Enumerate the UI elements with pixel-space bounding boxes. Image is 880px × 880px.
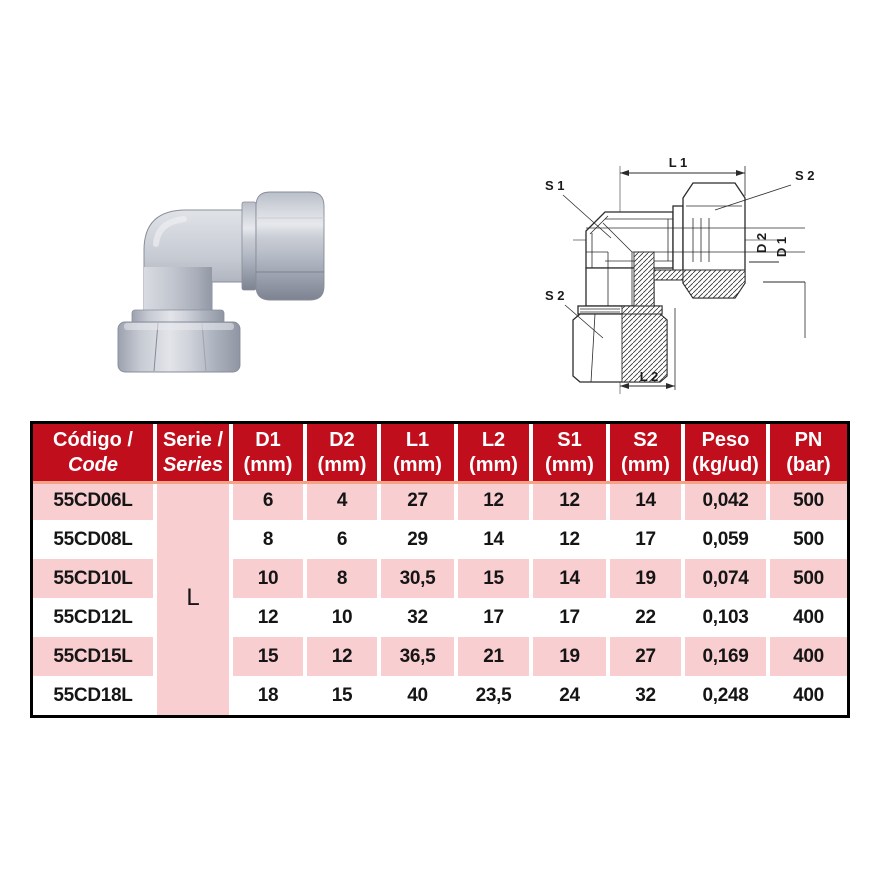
header-line: (mm) [469, 453, 518, 476]
cell-peso: 0,169 [683, 637, 768, 676]
cell-s2: 17 [608, 520, 683, 559]
header-line: Code [68, 453, 118, 476]
header-line: D1 [255, 428, 281, 451]
cell-s1: 12 [531, 481, 608, 520]
cell-l1: 29 [379, 520, 456, 559]
header-line: Serie / [162, 428, 224, 451]
cell-l2: 14 [456, 520, 531, 559]
cell-s2: 14 [608, 481, 683, 520]
header-line: Peso [701, 428, 750, 451]
dimension-label-s1: S 1 [545, 178, 565, 193]
column-header-series [155, 424, 231, 481]
cell-pn: 500 [768, 559, 847, 598]
table-body [33, 481, 847, 715]
cell-pn: 400 [768, 637, 847, 676]
body-left-port [586, 212, 673, 268]
cell-l1: 30,5 [379, 559, 456, 598]
cell-s1: 19 [531, 637, 608, 676]
right-collar [242, 202, 256, 290]
cell-d1: 15 [231, 637, 305, 676]
header-line: Series [162, 453, 224, 476]
cell-d1: 18 [231, 676, 305, 715]
arrowhead [620, 383, 629, 389]
cell-s2: 22 [608, 598, 683, 637]
cell-d2: 4 [305, 481, 379, 520]
cell-code: 55CD12L [33, 598, 155, 637]
cell-code: 55CD18L [33, 676, 155, 715]
cell-d1: 10 [231, 559, 305, 598]
dimension-label-s2-bottom: S 2 [545, 288, 565, 303]
dimension-label-l1: L 1 [668, 155, 688, 170]
cell-d2: 8 [305, 559, 379, 598]
column-header-s1 [531, 424, 608, 481]
column-header-s2 [608, 424, 683, 481]
cell-code: 55CD10L [33, 559, 155, 598]
header-line: PN [794, 428, 823, 451]
cell-s2: 27 [608, 637, 683, 676]
cell-d2: 6 [305, 520, 379, 559]
cell-l2: 12 [456, 481, 531, 520]
dimension-label-d1: D 1 [774, 236, 789, 258]
cell-l2: 17 [456, 598, 531, 637]
cell-d2: 15 [305, 676, 379, 715]
elbow-vertical-arm [144, 267, 212, 317]
header-line: (bar) [786, 453, 831, 476]
header-line: (kg/ud) [692, 453, 759, 476]
column-header-l2 [456, 424, 531, 481]
cell-l1: 36,5 [379, 637, 456, 676]
cell-s2: 19 [608, 559, 683, 598]
cell-d1: 6 [231, 481, 305, 520]
cell-peso: 0,248 [683, 676, 768, 715]
header-line: (mm) [621, 453, 670, 476]
cell-s1: 12 [531, 520, 608, 559]
column-header-code [33, 424, 155, 481]
dimension-label-s2-top: S 2 [795, 168, 815, 183]
cell-l1: 40 [379, 676, 456, 715]
technical-drawing-image [523, 148, 863, 406]
right-hex-nut [256, 192, 324, 300]
bottom-nut-chamfer-highlight [124, 323, 234, 330]
table-header-row [33, 424, 847, 481]
spec-table [33, 424, 847, 715]
cell-peso: 0,042 [683, 481, 768, 520]
cell-code: 55CD15L [33, 637, 155, 676]
technical-drawing [523, 148, 863, 406]
cell-d1: 8 [231, 520, 305, 559]
header-line: L1 [405, 428, 430, 451]
product-photo [98, 172, 348, 387]
header-line: (mm) [545, 453, 594, 476]
column-header-peso [683, 424, 768, 481]
cell-l2: 23,5 [456, 676, 531, 715]
cell-s1: 17 [531, 598, 608, 637]
right-collar-outline [673, 206, 683, 274]
cell-l2: 15 [456, 559, 531, 598]
cell-pn: 400 [768, 598, 847, 637]
header-line: L2 [481, 428, 506, 451]
hatch-right-nut [683, 270, 745, 298]
cell-d1: 12 [231, 598, 305, 637]
cell-d2: 10 [305, 598, 379, 637]
hatch-bottom-collar [622, 306, 662, 314]
cell-pn: 500 [768, 520, 847, 559]
cell-pn: 500 [768, 481, 847, 520]
column-header-d1 [231, 424, 305, 481]
arrowhead [666, 383, 675, 389]
column-header-d2 [305, 424, 379, 481]
header-line: D2 [329, 428, 355, 451]
cell-s1: 14 [531, 559, 608, 598]
arrowhead [620, 170, 629, 176]
header-line: (mm) [243, 453, 293, 476]
cell-l2: 21 [456, 637, 531, 676]
dimension-label-l2: L 2 [639, 369, 659, 384]
header-line: Código / [53, 428, 133, 451]
cell-code: 55CD08L [33, 520, 155, 559]
hatch-body-foot [654, 270, 683, 280]
cell-l1: 27 [379, 481, 456, 520]
column-header-pn [768, 424, 847, 481]
cell-pn: 400 [768, 676, 847, 715]
cell-peso: 0,074 [683, 559, 768, 598]
arrowhead [736, 170, 745, 176]
cell-d2: 12 [305, 637, 379, 676]
product-photo-image [98, 172, 348, 387]
column-header-l1 [379, 424, 456, 481]
header-line: S1 [557, 428, 582, 451]
dimension-label-d2: D 2 [754, 232, 769, 254]
cell-series: L [155, 481, 231, 715]
cell-s1: 24 [531, 676, 608, 715]
header-line: (mm) [317, 453, 367, 476]
header-line: S2 [633, 428, 658, 451]
header-line: (mm) [393, 453, 442, 476]
table-row [33, 481, 847, 520]
cell-peso: 0,059 [683, 520, 768, 559]
cell-s2: 32 [608, 676, 683, 715]
cell-l1: 32 [379, 598, 456, 637]
hatch-body-wall [634, 252, 654, 306]
spec-table-wrap [30, 421, 850, 718]
cell-code: 55CD06L [33, 481, 155, 520]
cell-peso: 0,103 [683, 598, 768, 637]
